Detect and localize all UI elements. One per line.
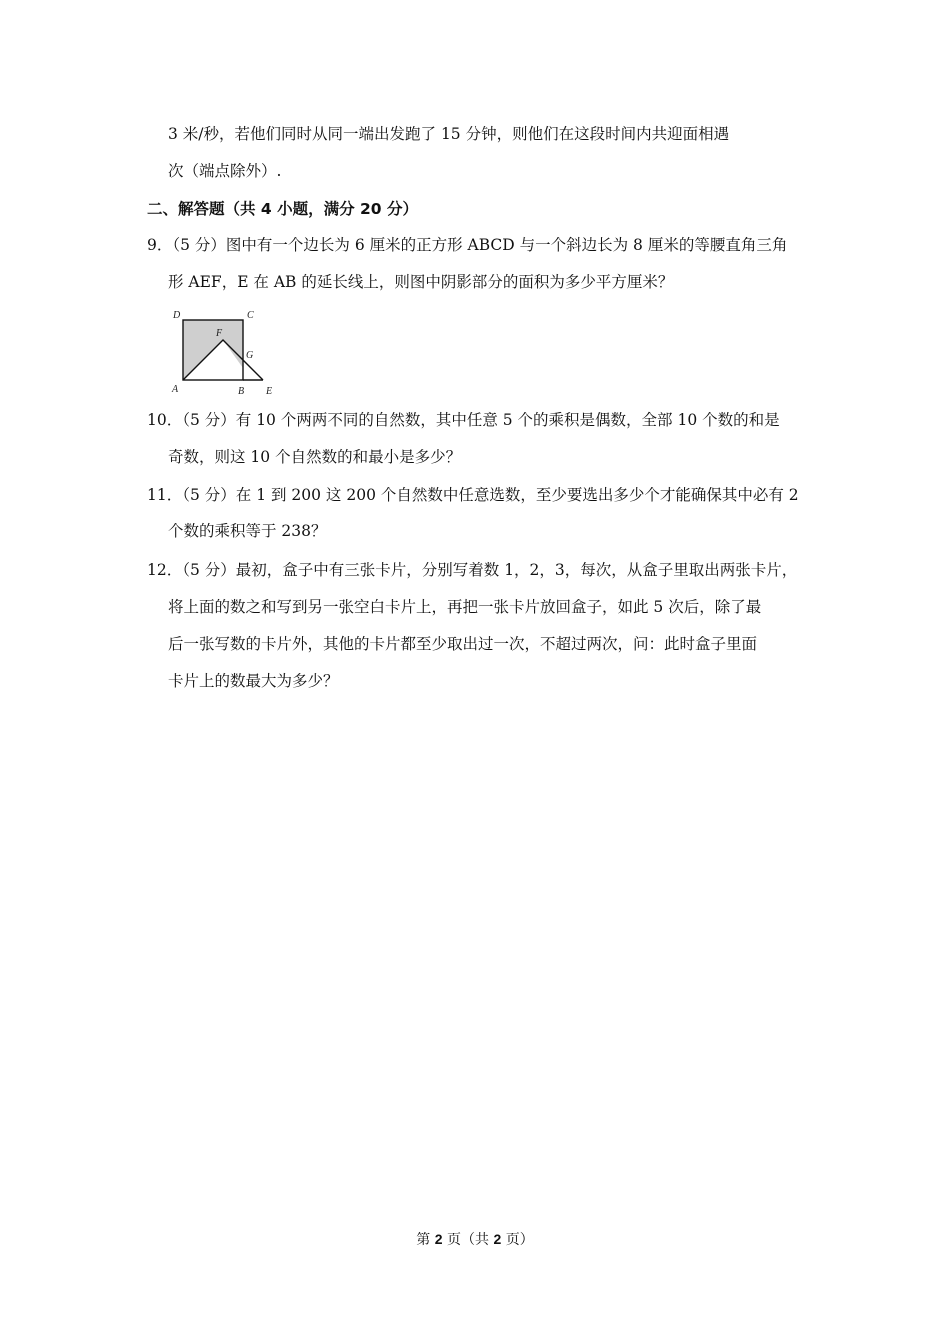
geometry-figure [170,307,285,399]
question-12-line-2: 将上面的数之和写到另一张空白卡片上，再把一张卡片放回盒子，如此 5 次后，除了最 [168,598,762,616]
question-11-line-1: 11．（5 分）在 1 到 200 这 200 个自然数中任意选数，至少要选出多少个才能确保其中必有 2 [147,486,799,504]
question-10-line-1: 10．（5 分）有 10 个两两不同的自然数，其中任意 5 个的乘积是偶数，全部 10 个数的和是 [147,411,780,429]
footer-prefix: 第 [416,1232,435,1248]
footer-middle: 页（共 [442,1232,494,1248]
question-10-line-2: 奇数，则这 10 个自然数的和最小是多少？ [168,448,462,466]
footer-total-pages: 2 [493,1231,502,1247]
text-line: 3 米/秒，若他们同时从同一端出发跑了 15 分钟，则他们在这段时间内共迎面相遇 [168,125,730,143]
page-footer [0,1229,950,1249]
question-11-line-2: 个数的乘积等于 238？ [168,522,327,540]
label-g: G [246,350,254,361]
question-9-line-2: 形 AEF，E 在 AB 的延长线上，则图中阴影部分的面积为多少平方厘米？ [168,273,674,291]
question-12-line-3: 后一张写数的卡片外，其他的卡片都至少取出过一次，不超过两次，问：此时盒子里面 [168,635,758,653]
section-heading: 二、解答题（共 4 小题，满分 20 分） [147,200,418,218]
question-12-line-4: 卡片上的数最大为多少？ [168,672,339,690]
label-c: C [247,310,254,321]
label-b: B [238,386,245,397]
label-e: E [266,386,273,397]
footer-suffix: 页） [501,1232,534,1248]
label-f: F [216,328,223,339]
footer-page-number: 2 [434,1231,443,1247]
label-a: A [172,384,179,395]
question-12-line-1: 12．（5 分）最初，盒子中有三张卡片，分别写着数 1，2，3，每次，从盒子里取出两张卡片， [147,561,798,579]
question-9-line-1: 9．（5 分）图中有一个边长为 6 厘米的正方形 ABCD 与一个斜边长为 8 厘米的等腰直角三角 [147,236,788,254]
label-d: D [173,310,181,321]
text-line: 次（端点除外）. [168,162,282,180]
